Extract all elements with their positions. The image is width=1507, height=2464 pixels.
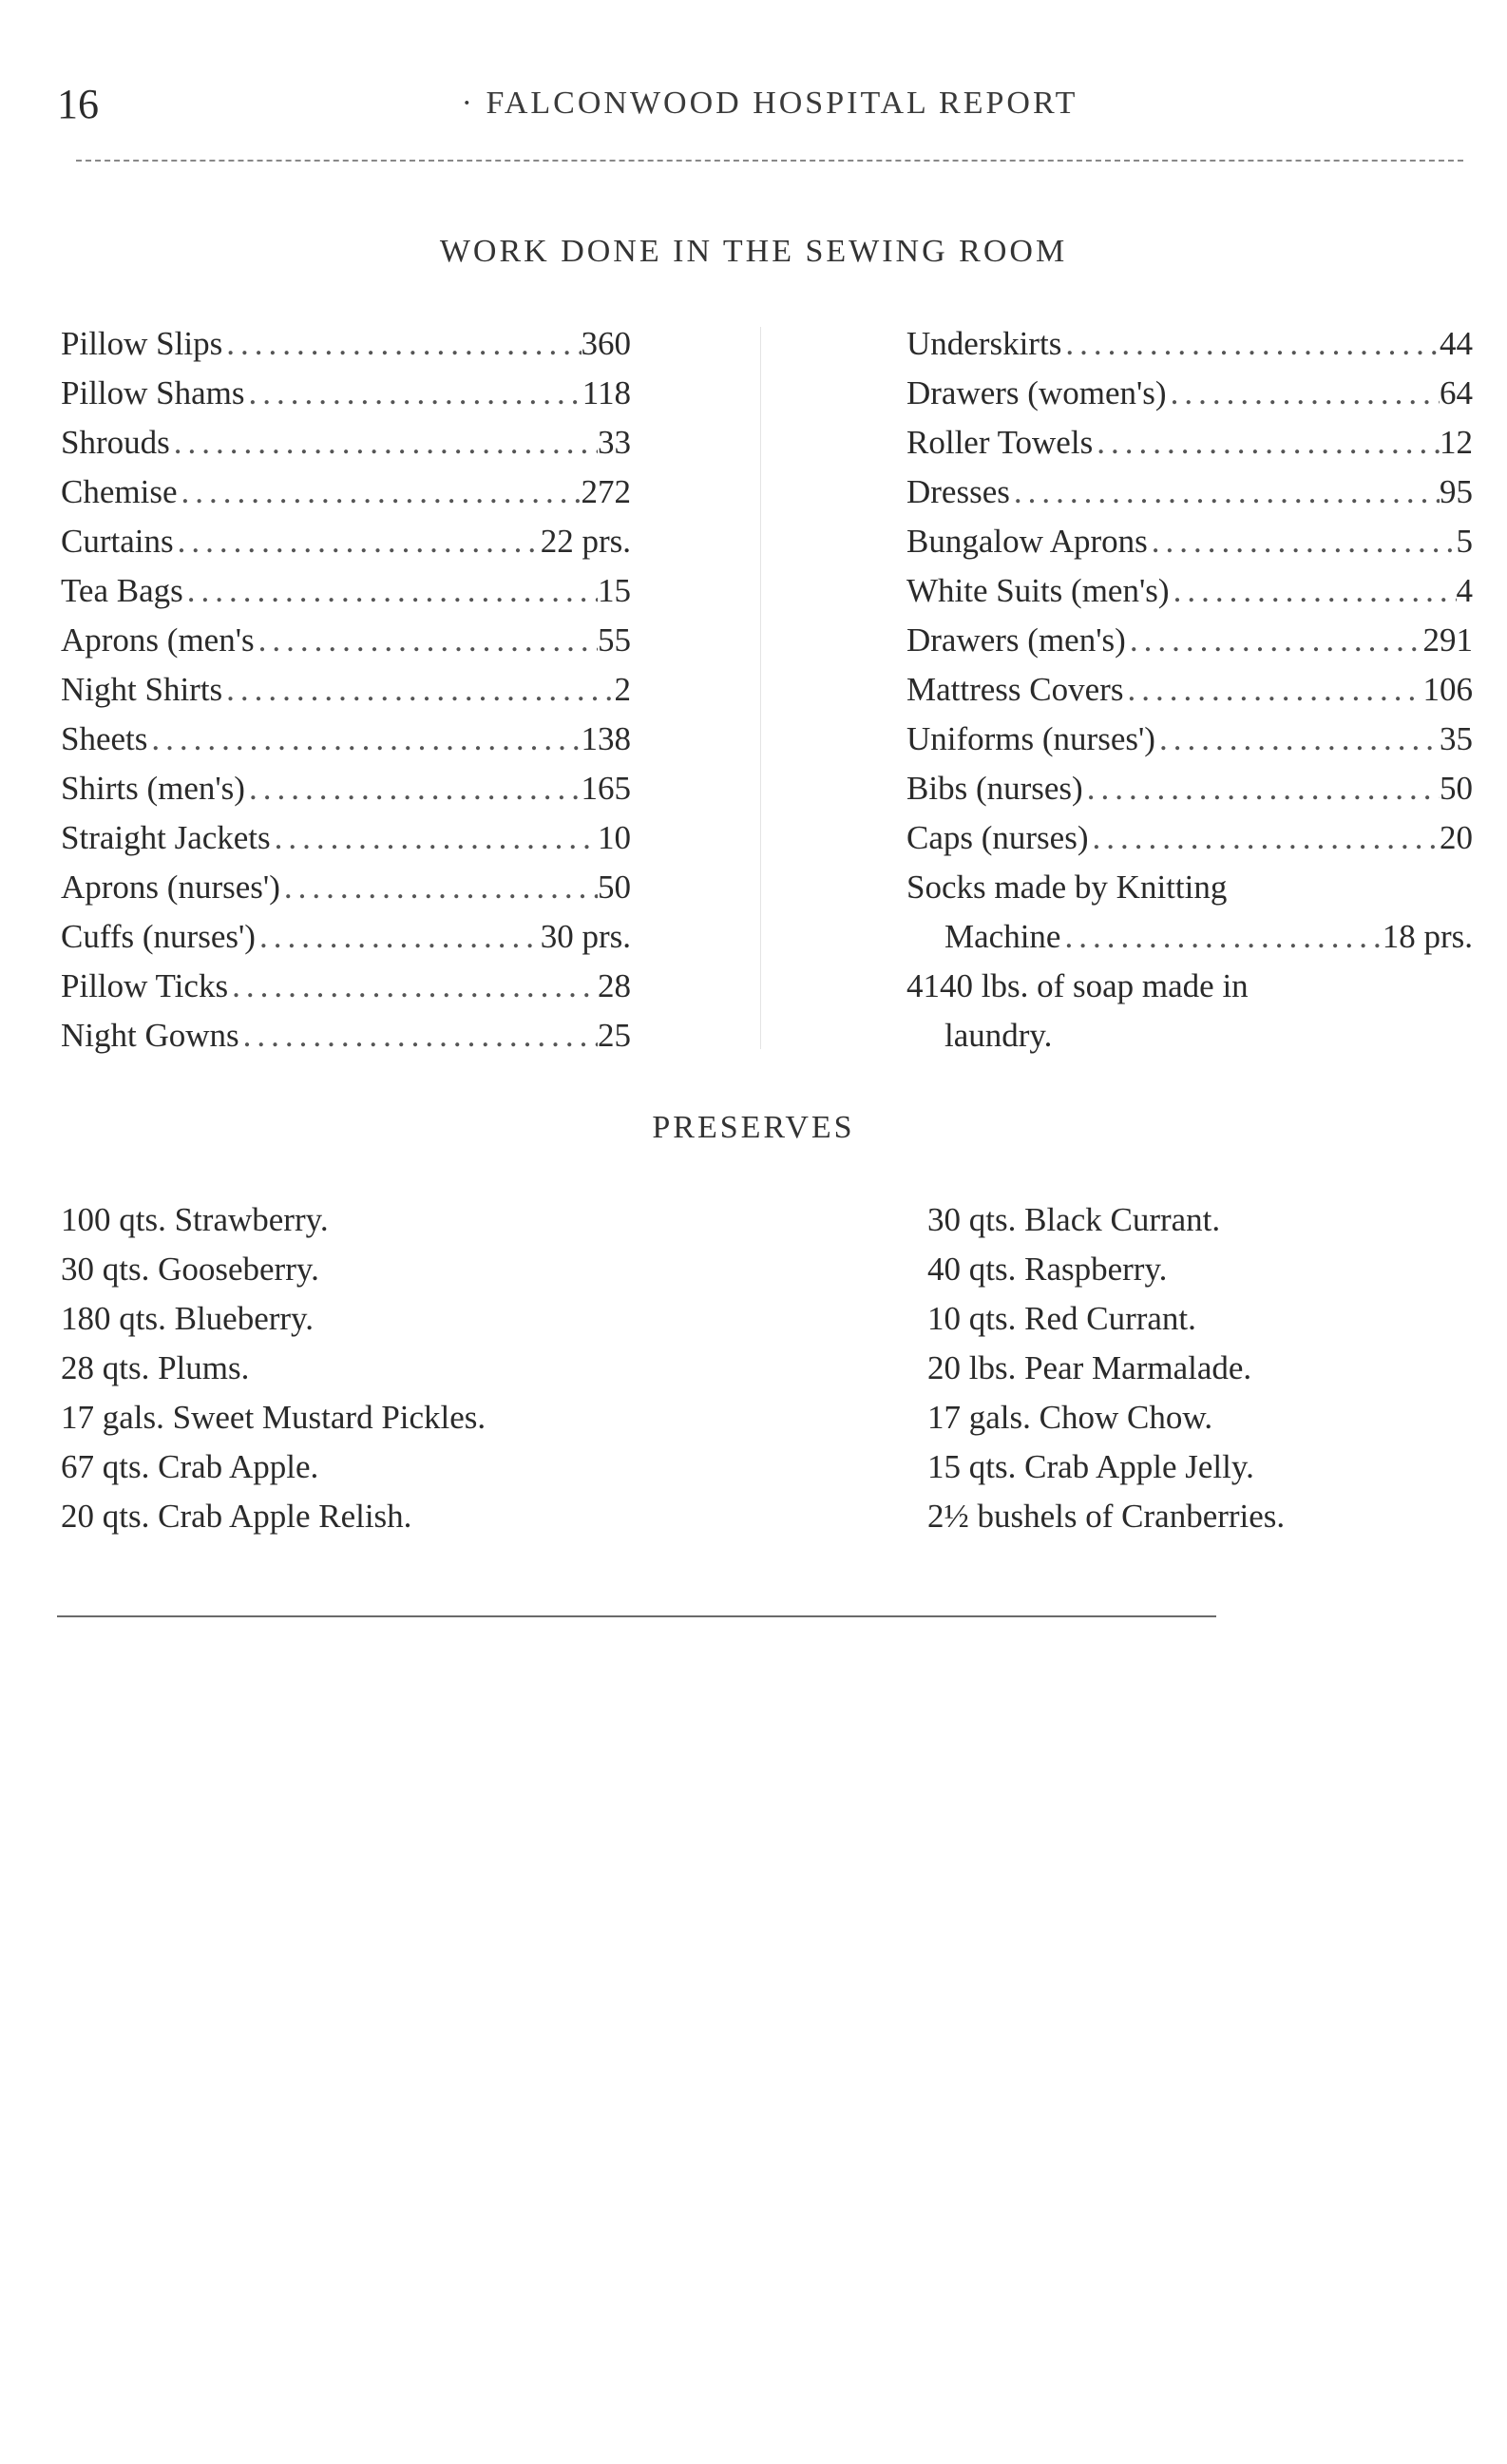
item-count: 360: [581, 325, 631, 362]
item-label: Straight Jackets: [61, 819, 271, 856]
sewing-section-title: WORK DONE IN THE SEWING ROOM: [439, 234, 1068, 269]
item-count: 118: [582, 374, 631, 411]
leader-dots: [239, 1011, 598, 1060]
preserve-item: 30 qts. Black Currant.: [927, 1201, 1221, 1238]
sewing-item: [906, 665, 1473, 715]
leader-dots: [228, 962, 598, 1011]
sewing-right-column: [906, 319, 1473, 1060]
item-label: Aprons (nurses'): [61, 869, 280, 906]
sewing-item: [906, 468, 1473, 517]
leader-dots: [1123, 665, 1422, 715]
leader-dots: [245, 764, 582, 813]
item-count: 5: [1456, 523, 1473, 560]
sewing-item: [906, 813, 1473, 863]
running-title: · FALCONWOOD HOSPITAL REPORT: [461, 86, 1078, 121]
item-count: 33: [598, 424, 631, 461]
sewing-item: [61, 468, 631, 517]
item-count: 106: [1422, 671, 1473, 708]
sewing-item: [61, 813, 631, 863]
leader-dots: [147, 715, 581, 764]
sewing-item: [61, 418, 631, 468]
footer-rule: [57, 1615, 1216, 1617]
sewing-item: [61, 369, 631, 418]
sewing-item: [61, 715, 631, 764]
leader-dots: [1155, 715, 1440, 764]
leader-dots: [271, 813, 598, 863]
leader-dots: [170, 418, 598, 468]
sewing-item: [906, 912, 1473, 962]
leader-dots: [1089, 813, 1440, 863]
leader-dots: [222, 319, 581, 369]
item-label: Pillow Ticks: [61, 967, 229, 1004]
preserve-item: 40 qts. Raspberry.: [927, 1251, 1168, 1288]
preserve-item: 17 gals. Chow Chow.: [927, 1399, 1213, 1436]
item-label: Dresses: [906, 473, 1010, 510]
item-label: Drawers (men's): [906, 621, 1126, 659]
leader-dots: [222, 665, 614, 715]
item-label: Underskirts: [906, 325, 1062, 362]
leader-dots: [1148, 517, 1457, 566]
item-label: Aprons (men's: [61, 621, 255, 659]
leader-dots: [1167, 369, 1440, 418]
leader-dots: [280, 863, 598, 912]
sewing-item: [61, 1011, 631, 1060]
sewing-item: [906, 369, 1473, 418]
leader-dots: [183, 566, 598, 616]
item-label: Bungalow Aprons: [906, 523, 1148, 560]
item-count: 50: [598, 869, 631, 906]
sewing-item: [906, 566, 1473, 616]
item-label: Mattress Covers: [906, 671, 1124, 708]
leader-dots: [1170, 566, 1457, 616]
item-count: 12: [1440, 424, 1473, 461]
leader-dots: [245, 369, 582, 418]
page-header: [57, 80, 1482, 127]
item-label: Uniforms (nurses'): [906, 720, 1155, 757]
leader-dots: [256, 912, 541, 962]
sewing-item: [906, 764, 1473, 813]
item-label: Machine: [944, 918, 1061, 955]
sewing-item: [61, 319, 631, 369]
item-label: Roller Towels: [906, 424, 1094, 461]
preserve-item: 100 qts. Strawberry.: [61, 1201, 329, 1238]
item-count: 272: [581, 473, 631, 510]
item-label: Night Gowns: [61, 1017, 239, 1054]
preserves-section-title: PRESERVES: [652, 1110, 855, 1145]
header-rule: [76, 160, 1463, 162]
item-count: 44: [1440, 325, 1473, 362]
item-count: 165: [581, 770, 631, 807]
item-count: 55: [598, 621, 631, 659]
item-label: Tea Bags: [61, 572, 183, 609]
soap-line-2: laundry.: [944, 1017, 1053, 1054]
item-count: 22 prs.: [540, 523, 631, 560]
sewing-item: [61, 517, 631, 566]
item-count: 10: [598, 819, 631, 856]
sewing-item: [61, 566, 631, 616]
preserve-item: 67 qts. Crab Apple.: [61, 1448, 319, 1485]
leader-dots: [1093, 418, 1440, 468]
item-count: 95: [1440, 473, 1473, 510]
item-count: 30 prs.: [540, 918, 631, 955]
preserves-right-column: [927, 1195, 1459, 1541]
preserve-item: 2½ bushels of Cranberries.: [927, 1498, 1286, 1535]
sewing-item: [61, 863, 631, 912]
leader-dots: [1010, 468, 1440, 517]
item-count: 64: [1440, 374, 1473, 411]
column-divider: [760, 327, 761, 1049]
item-label: Caps (nurses): [906, 819, 1089, 856]
item-label: Pillow Slips: [61, 325, 223, 362]
leader-dots: [1083, 764, 1440, 813]
leader-dots: [174, 517, 541, 566]
page-number: 16: [57, 81, 99, 127]
item-label: Drawers (women's): [906, 374, 1167, 411]
sewing-item: [61, 962, 631, 1011]
sewing-item: [906, 319, 1473, 369]
leader-dots: [177, 468, 581, 517]
preserve-item: 30 qts. Gooseberry.: [61, 1251, 319, 1288]
item-label: White Suits (men's): [906, 572, 1170, 609]
preserve-item: 10 qts. Red Currant.: [927, 1300, 1196, 1337]
preserve-item: 180 qts. Blueberry.: [61, 1300, 315, 1337]
preserve-item: 15 qts. Crab Apple Jelly.: [927, 1448, 1254, 1485]
sewing-item: [906, 517, 1473, 566]
socks-line-1: Socks made by Knitting: [906, 869, 1228, 906]
item-count: 291: [1422, 621, 1473, 659]
leader-dots: [255, 616, 598, 665]
leader-dots: [1061, 319, 1440, 369]
leader-dots: [1126, 616, 1423, 665]
sewing-left-column: [61, 319, 631, 1060]
item-count: 15: [598, 572, 631, 609]
item-label: Sheets: [61, 720, 148, 757]
item-label: Chemise: [61, 473, 178, 510]
item-count: 28: [598, 967, 631, 1004]
preserve-item: 17 gals. Sweet Mustard Pickles.: [61, 1399, 486, 1436]
sewing-item: [61, 764, 631, 813]
preserve-item: 28 qts. Plums.: [61, 1349, 250, 1386]
sewing-item: [906, 616, 1473, 665]
item-count: 35: [1440, 720, 1473, 757]
sewing-item: [61, 616, 631, 665]
item-count: 2: [614, 671, 631, 708]
soap-line-1: 4140 lbs. of soap made in: [906, 967, 1249, 1004]
preserve-item: 20 lbs. Pear Marmalade.: [927, 1349, 1252, 1386]
sewing-item: [906, 715, 1473, 764]
item-label: Cuffs (nurses'): [61, 918, 256, 955]
item-count: 20: [1440, 819, 1473, 856]
sewing-item: [61, 912, 631, 962]
item-count: 50: [1440, 770, 1473, 807]
item-count: 138: [581, 720, 631, 757]
item-count: 25: [598, 1017, 631, 1054]
preserve-item: 20 qts. Crab Apple Relish.: [61, 1498, 412, 1535]
item-label: Bibs (nurses): [906, 770, 1083, 807]
item-label: Shirts (men's): [61, 770, 245, 807]
item-label: Night Shirts: [61, 671, 223, 708]
preserves-left-column: [61, 1195, 726, 1541]
sewing-item: [61, 665, 631, 715]
item-count: 18 prs.: [1382, 918, 1473, 955]
item-label: Pillow Shams: [61, 374, 245, 411]
item-count: 4: [1456, 572, 1473, 609]
leader-dots: [1060, 912, 1382, 962]
item-label: Shrouds: [61, 424, 170, 461]
sewing-item: [906, 418, 1473, 468]
item-label: Curtains: [61, 523, 174, 560]
